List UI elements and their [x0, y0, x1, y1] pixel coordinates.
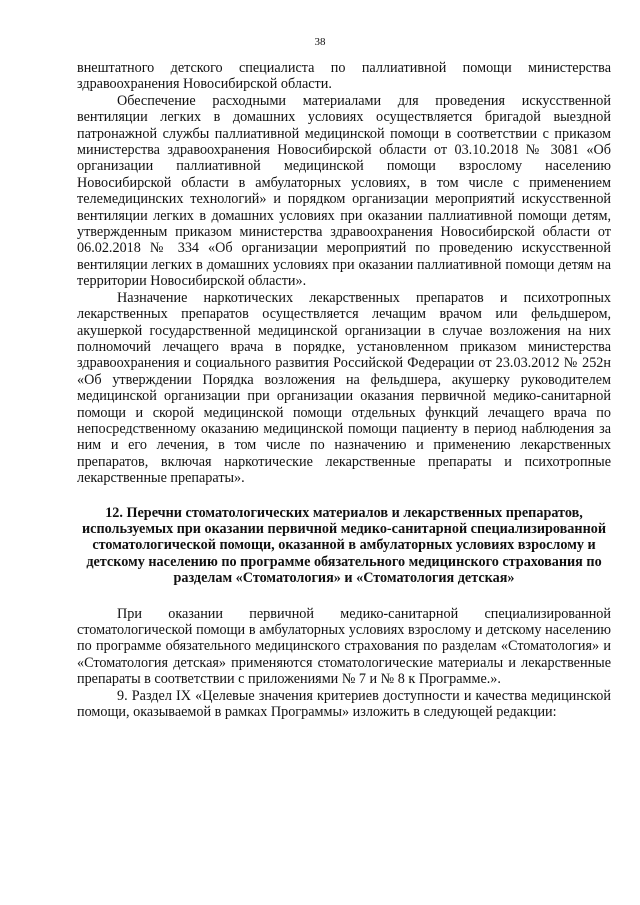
- document-body: [77, 60, 611, 720]
- section-heading: 12. Перечни стоматологических материалов и лекарственных препаратов, используемых при оказании первичной медико-санитарной специализированной стоматологической помощи, оказанной в амбулаторных условиях взрослому и детскому населению по программе обязательного медицинского страхования по разделам «Стоматология» и «Стоматология детская»: [81, 504, 607, 587]
- page-number: 38: [314, 36, 326, 48]
- paragraph-ventilation-supplies: Обеспечение расходными материалами для проведения искусственной вентиляции легких в домашних условиях осуществляется бригадой выездной патронажной службы паллиативной медицинской помощи в соответствии с приказом министерства здравоохранения Новосибирской области от 03.10.2018 № 3081 «Об организации паллиативной медицинской помощи взрослому населению Новосибирской области в амбулаторных условиях, в том числе с применением телемедицинских технологий» и порядком организации мероприятий искусственной вентиляции легких в домашних условиях при оказании паллиативной помощи детям, утвержденным приказом министерства здравоохранения Новосибирской области от 06.02.2018 № 334 «Об организации мероприятий по проведению искусственной вентиляции легких в домашних условиях при оказании паллиативной помощи детям на территории Новосибирской области».: [77, 92, 611, 290]
- paragraph-narcotic-prescription: Назначение наркотических лекарственных препаратов и психотропных лекарственных препаратов осуществляется лечащим врачом или фельдшером, акушеркой государственной медицинской организации в случае возложения на них полномочий лечащего врача в порядке, установленном приказом министерства здравоохранения и социального развития Российской Федерации от 23.03.2012 № 252н «Об утверждении Порядка возложения на фельдшера, акушерку руководителем медицинской организации при организации оказания первичной медико-санитарной помощи и скорой медицинской помощи отдельных функций лечащего врача по непосредственному оказанию медицинской помощи пациенту в период наблюдения за ним и его лечения, в том числе по назначению и применению лекарственных препаратов, включая наркотические лекарственные препараты и психотропные лекарственные препараты».: [77, 289, 611, 487]
- paragraph-continuation: внештатного детского специалиста по паллиативной помощи министерства здравоохранения Новосибирской области.: [77, 60, 611, 93]
- paragraph-dental-materials: При оказании первичной медико-санитарной специализированной стоматологической помощи в амбулаторных условиях взрослому и детскому населению по программе обязательного медицинского страхования по разделам «Стоматология» и «Стоматология детская» применяются стоматологические материалы и лекарственные препараты в соответствии с приложениями № 7 и № 8 к Программе.».: [77, 605, 611, 688]
- paragraph-section-ix: 9. Раздел IX «Целевые значения критериев доступности и качества медицинской помощи, оказываемой в рамках Программы» изложить в следующей редакции:: [77, 687, 611, 721]
